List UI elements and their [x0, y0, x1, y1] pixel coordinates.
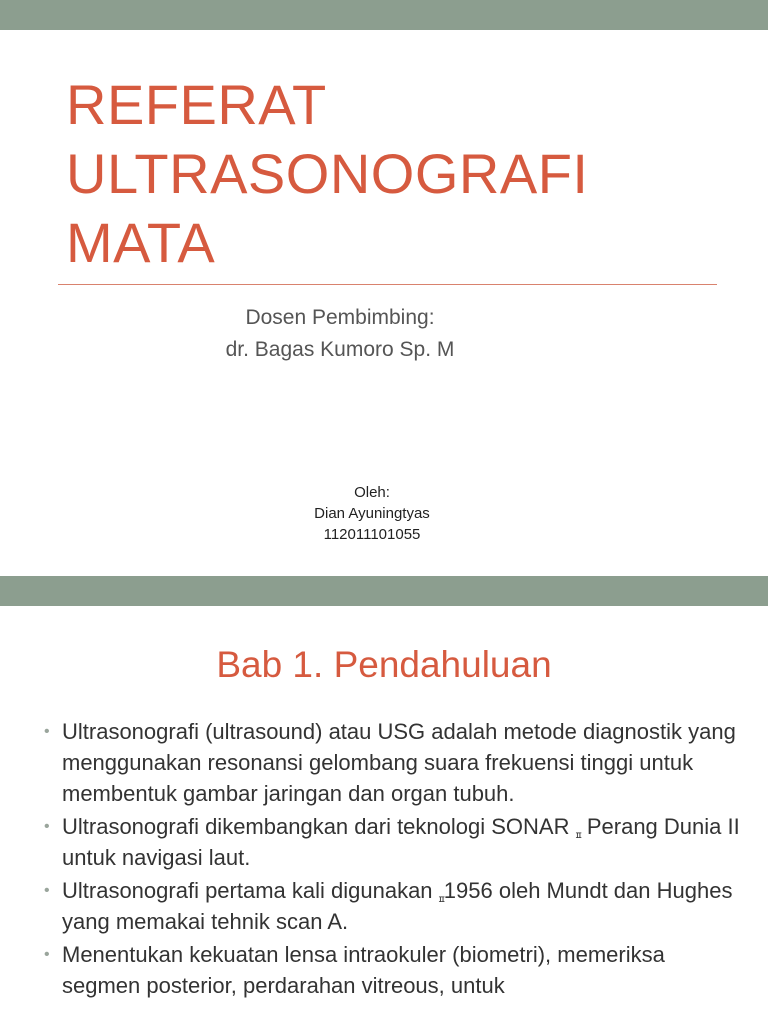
supervisor-name: dr. Bagas Kumoro Sp. M [225, 338, 455, 361]
bullet-marker-icon: • [44, 946, 50, 963]
author-name: Dian Ayuningtyas [314, 505, 430, 522]
title-line-1: REFERAT [66, 73, 327, 136]
supervisor-label: Dosen Pembimbing: [245, 306, 435, 329]
bullet-item [44, 939, 744, 1001]
slide-title [66, 70, 706, 277]
bullet-text: Ultrasonografi (ultrasound) atau USG adalah metode diagnostik yang menggunakan resonansi gelombang suara frekuensi tinggi untuk membentuk gambar jaringan dan organ tubuh. [62, 719, 736, 806]
author-id: 112011101055 [323, 526, 421, 543]
bullet-text-continued: 1956 oleh Mundt dan Hughes yang memakai tehnik scan A. [62, 878, 733, 934]
bullet-item [44, 875, 744, 937]
author-block [232, 482, 512, 545]
bullet-text: Ultrasonografi pertama kali digunakan [62, 878, 439, 903]
supervisor-block [160, 302, 520, 366]
bullet-text-continued: Perang Dunia II untuk navigasi laut. [62, 814, 740, 870]
title-line-3: MATA [66, 211, 216, 274]
title-divider [58, 284, 717, 285]
bullet-item [44, 716, 744, 809]
slide-separator-band [0, 576, 768, 606]
bullet-text: Ultrasonografi dikembangkan dari teknologi SONAR [62, 814, 576, 839]
unknown-glyph: ɪɪ [438, 894, 444, 905]
content-slide [0, 606, 768, 1024]
unknown-glyph: ɪɪ [575, 830, 581, 841]
bullet-text: Menentukan kekuatan lensa intraokuler (biometri), memeriksa segmen posterior, perdarahan vitreous, untuk [62, 942, 665, 998]
bullet-item [44, 811, 744, 873]
bullet-marker-icon: • [44, 818, 50, 835]
bullet-list [44, 716, 744, 1003]
author-label: Oleh: [354, 484, 390, 501]
slide1-top-band [0, 0, 768, 30]
section-heading: Bab 1. Pendahuluan [216, 644, 552, 685]
bullet-marker-icon: • [44, 882, 50, 899]
bullet-marker-icon: • [44, 723, 50, 740]
title-line-2: ULTRASONOGRAFI [66, 142, 589, 205]
